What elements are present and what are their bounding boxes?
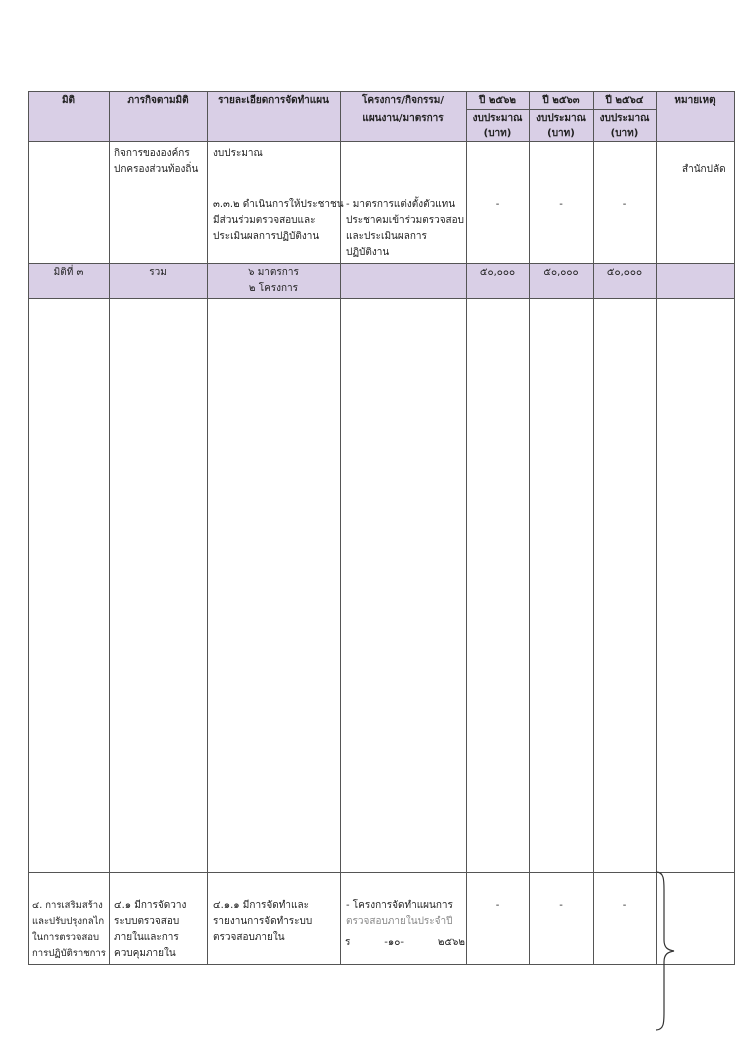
row1-detail-line1: ๓.๓.๒ ดำเนินการให้ประชาชน xyxy=(213,199,344,210)
summary-measures: ๖ มาตรการ xyxy=(248,267,299,278)
row2-dimension-line1: ๔. การเสริมสร้าง xyxy=(32,900,103,911)
curly-brace-icon xyxy=(650,870,680,1032)
col-border-6 xyxy=(593,91,594,965)
row1-mission-line1: กิจการขององค์กร xyxy=(114,148,190,159)
col-border-0 xyxy=(28,91,29,965)
row1-budget-y2: - xyxy=(559,199,563,210)
row1-project-line3: และประเมินผลการ xyxy=(346,231,427,242)
row1-detail-line2: มีส่วนร่วมตรวจสอบและ xyxy=(213,215,316,226)
summary-dimension: มิติที่ ๓ xyxy=(53,267,84,278)
header-mission: ภารกิจตามมิติ xyxy=(127,95,189,106)
summary-bottom-border xyxy=(28,298,734,299)
header-project-line2: แผนงาน/มาตรการ xyxy=(362,113,444,124)
header-year-3: ปี ๒๕๖๔ xyxy=(605,95,644,106)
header-remarks: หมายเหตุ xyxy=(674,95,716,106)
col-border-1 xyxy=(109,91,110,965)
row2-budget-y3: - xyxy=(622,900,627,911)
row1-project-line4: ปฏิบัติงาน xyxy=(346,247,390,258)
row1-detail-line3: ประเมินผลการปฏิบัติงาน xyxy=(213,231,320,242)
col-border-5 xyxy=(529,91,530,965)
summary-label: รวม xyxy=(149,267,167,278)
row1-mission-line2: ปกครองส่วนท้องถิ่น xyxy=(114,164,199,175)
row2-dimension-line3: ในการตรวจสอบ xyxy=(32,932,100,943)
col-border-2 xyxy=(207,91,208,965)
page-number: -๑๐- xyxy=(384,937,404,948)
year-subheader-divider xyxy=(466,109,656,110)
header-plan-detail: รายละเอียดการจัดทำแผน xyxy=(218,95,329,106)
row2-budget-y2: - xyxy=(559,900,563,911)
header-year-2: ปี ๒๕๖๓ xyxy=(542,95,580,106)
row1-remark: สำนักปลัด xyxy=(682,164,726,175)
row1-budget-y1: - xyxy=(495,199,500,210)
header-baht-3: (บาท) xyxy=(610,128,639,139)
row2-detail-line3: ตรวจสอบภายใน xyxy=(213,932,285,943)
header-budget-1: งบประมาณ xyxy=(472,113,523,124)
row2-budget-y1: - xyxy=(495,900,500,911)
col-border-4 xyxy=(466,91,467,965)
table-bottom-border xyxy=(28,964,734,965)
summary-budget-y3: ๕๐,๐๐๐ xyxy=(606,267,643,278)
header-year-1: ปี ๒๕๖๒ xyxy=(479,95,516,106)
row2-project-line2: ตรวจสอบภายในประจำปี xyxy=(346,916,453,927)
row2-dimension-line2: และปรับปรุงกลไก xyxy=(32,916,105,927)
footer-year: ๒๕๖๒ xyxy=(437,937,465,948)
footer-mark: ร xyxy=(345,937,351,948)
row1-project-line2: ประชาคมเข้าร่วมตรวจสอบ xyxy=(346,215,465,226)
col-border-7 xyxy=(656,91,657,965)
row2-top-border xyxy=(28,872,734,873)
row2-detail-line1: ๔.๑.๑ มีการจัดทำและ xyxy=(213,900,309,911)
summary-projects: ๒ โครงการ xyxy=(248,283,299,294)
row1-detail-top: งบประมาณ xyxy=(213,148,263,159)
row2-project-line1: - โครงการจัดทำแผนการ xyxy=(346,900,453,911)
col-border-8 xyxy=(734,91,735,965)
page-footer xyxy=(345,935,465,950)
row2-mission-line3: ภายในและการ xyxy=(114,932,179,943)
summary-top-border xyxy=(28,263,734,264)
row2-mission-line4: ควบคุมภายใน xyxy=(114,948,176,959)
row2-dimension-line4: การปฏิบัติราชการ xyxy=(32,948,106,959)
row1-budget-y3: - xyxy=(622,199,627,210)
header-budget-3: งบประมาณ xyxy=(599,113,650,124)
header-budget-2: งบประมาณ xyxy=(536,113,586,124)
col-border-3 xyxy=(340,91,341,965)
header-baht-2: (บาท) xyxy=(547,128,575,139)
row1-project-line1: - มาตรการแต่งตั้งตัวแทน xyxy=(346,199,456,210)
summary-budget-y2: ๕๐,๐๐๐ xyxy=(543,267,579,278)
summary-budget-y1: ๕๐,๐๐๐ xyxy=(479,267,516,278)
header-baht-1: (บาท) xyxy=(483,128,512,139)
header-project-line1: โครงการ/กิจกรรม/ xyxy=(362,95,444,106)
row2-detail-line2: รายงานการจัดทำระบบ xyxy=(213,916,313,927)
row2-mission-line2: ระบบตรวจสอบ xyxy=(114,916,180,927)
table-top-border xyxy=(28,91,734,92)
header-dimension: มิติ xyxy=(61,95,76,106)
row2-mission-line1: ๔.๑ มีการจัดวาง xyxy=(114,900,187,911)
